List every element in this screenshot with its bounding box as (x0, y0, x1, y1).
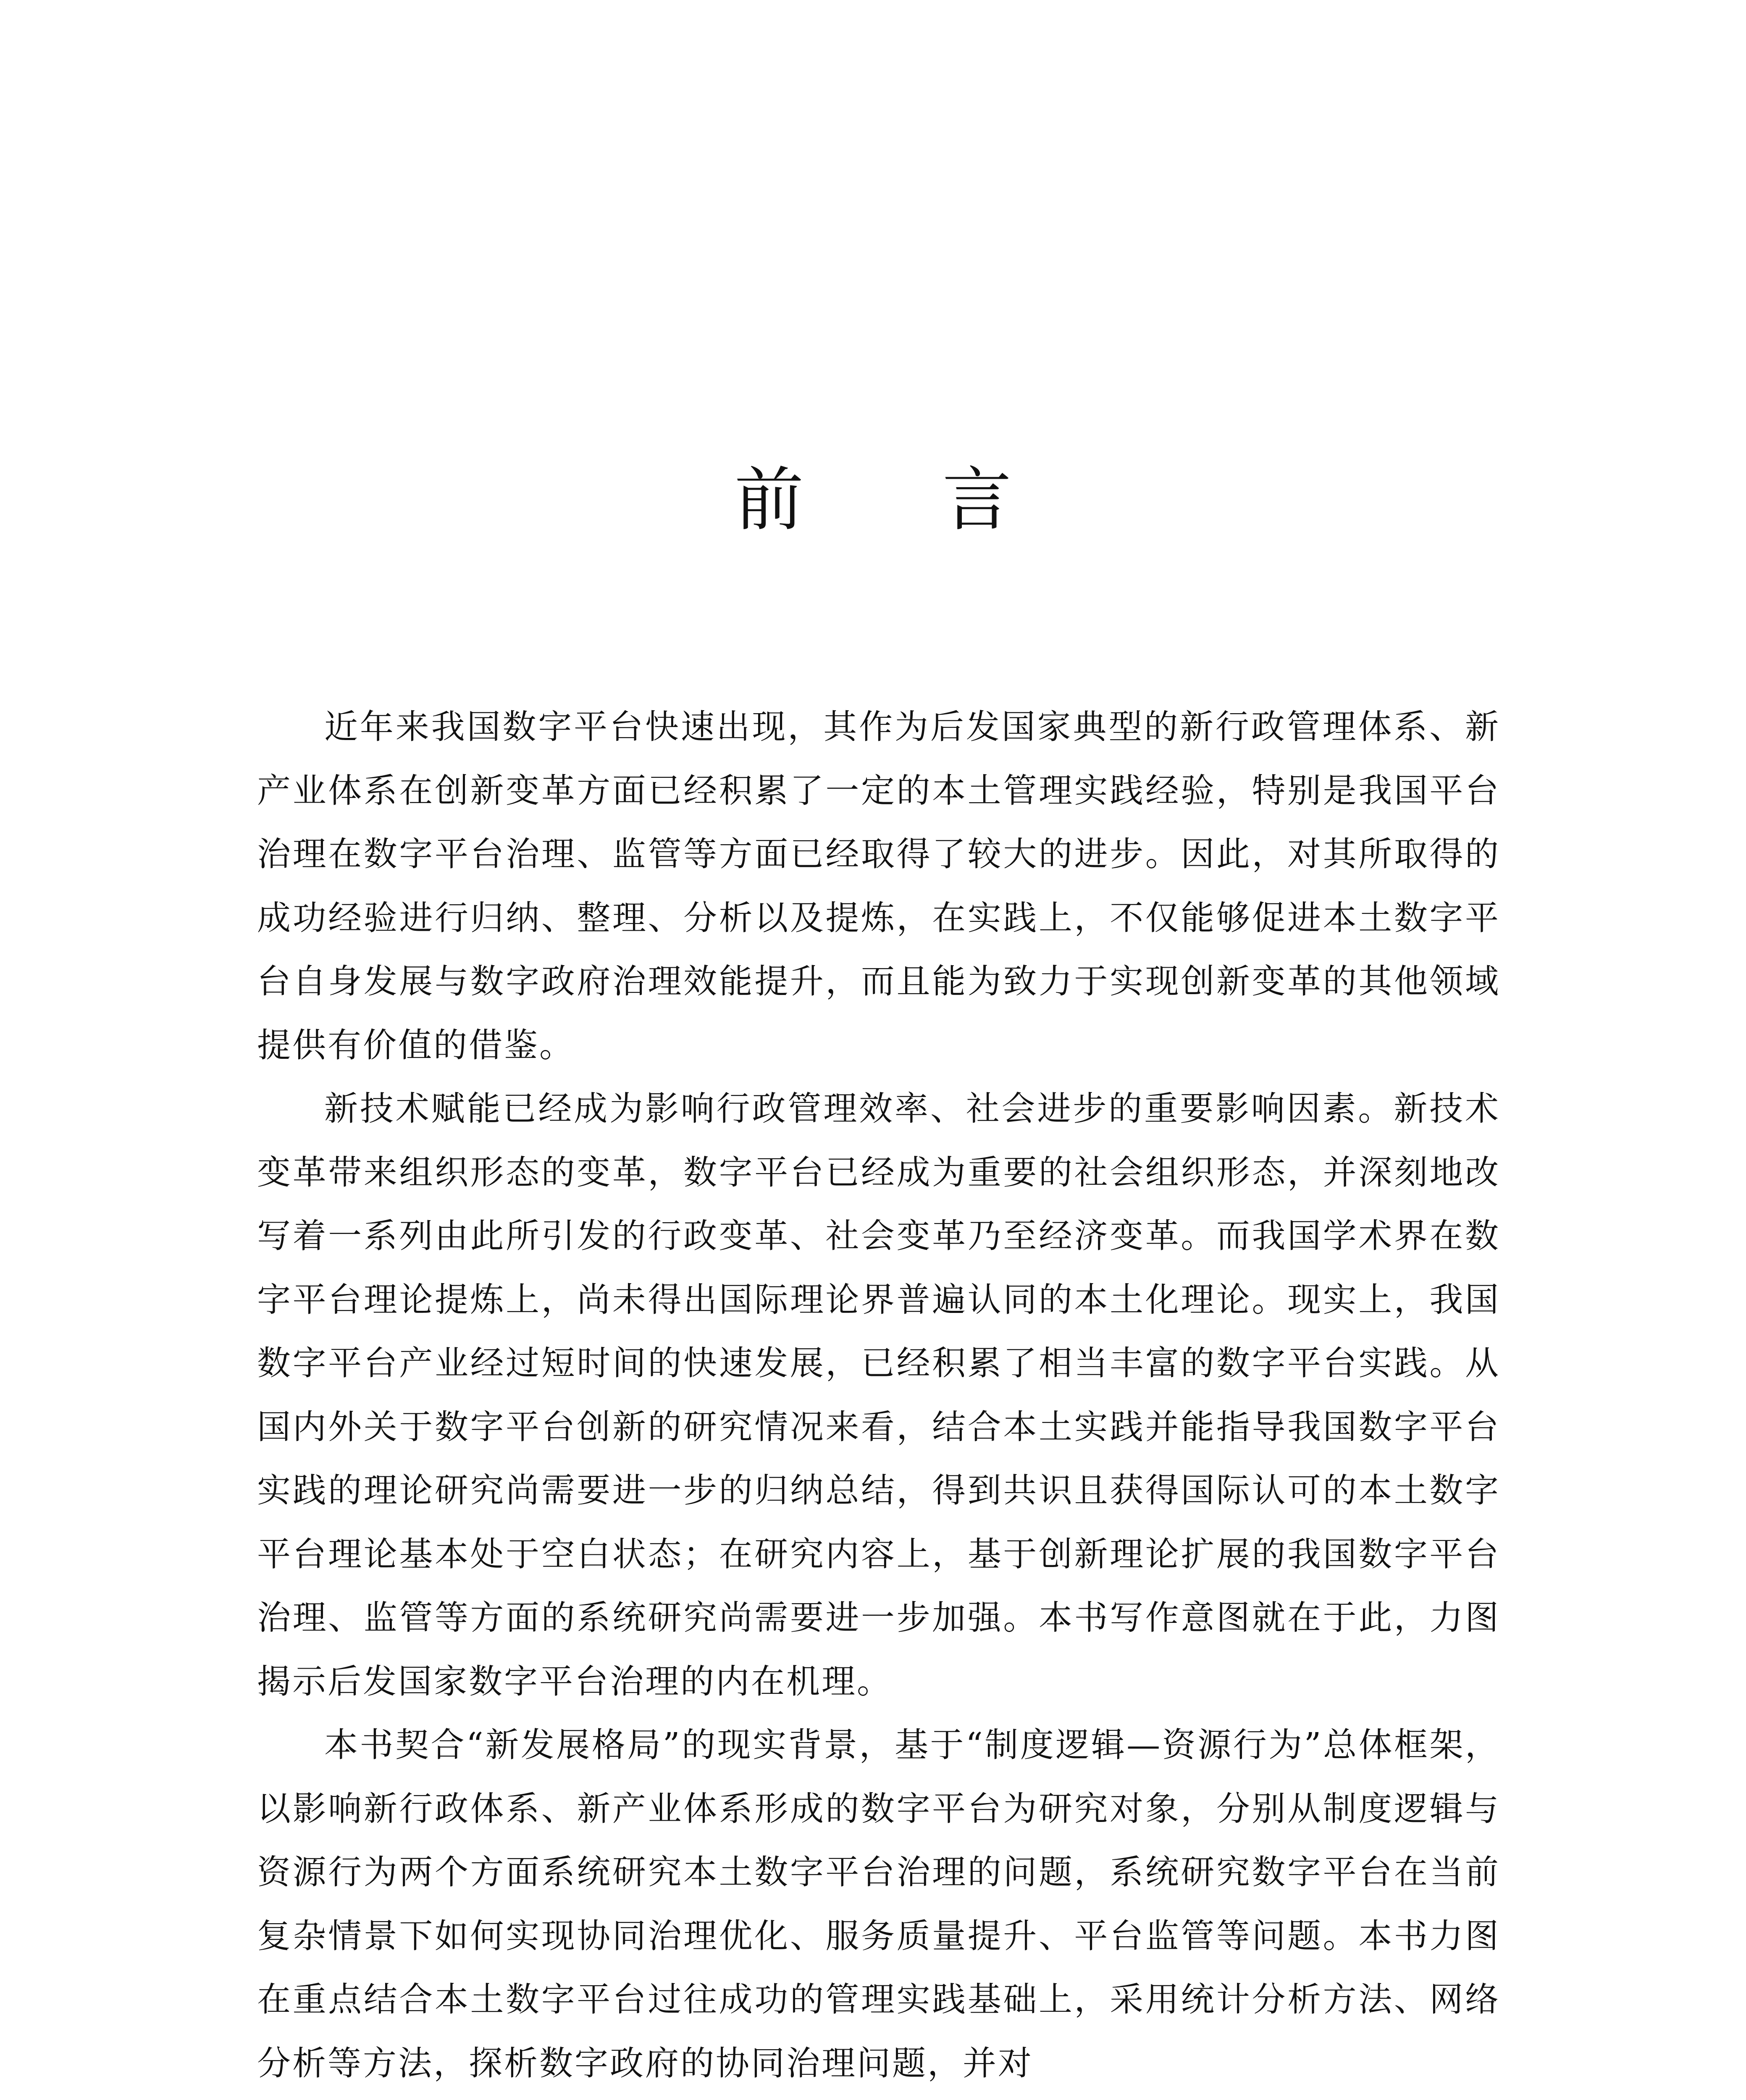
paragraph-3: 本书契合“新发展格局”的现实背景，基于“制度逻辑—资源行为”总体框架，以影响新行政体系、新产业体系形成的数字平台为研究对象，分别从制度逻辑与资源行为两个方面系统研究本土数字平台治理的问题，系统研究数字平台在当前复杂情景下如何实现协同治理优化、服务质量提升、平台监管等问题。本书力图在重点结合本土数字平台过往成功的管理实践基础上，采用统计分析方法、网络分析等方法，探析数字政府的协同治理问题，并对 (257, 1725, 1500, 2083)
preface-body (257, 695, 1500, 2095)
page-title: 前言 (734, 459, 1150, 540)
paragraph-2: 新技术赋能已经成为影响行政管理效率、社会进步的重要影响因素。新技术变革带来组织形态的变革，数字平台已经成为重要的社会组织形态，并深刻地改写着一系列由此所引发的行政变革、社会变革乃至经济变革。而我国学术界在数字平台理论提炼上，尚未得出国际理论界普遍认同的本土化理论。现实上，我国数字平台产业经过短时间的快速发展，已经积累了相当丰富的数字平台实践。从国内外关于数字平台创新的研究情况来看，结合本土实践并能指导我国数字平台实践的理论研究尚需要进一步的归纳总结，得到共识且获得国际认可的本土数字平台理论基本处于空白状态；在研究内容上，基于创新理论扩展的我国数字平台治理、监管等方面的系统研究尚需要进一步加强。本书写作意图就在于此，力图揭示后发国家数字平台治理的内在机理。 (257, 1089, 1500, 1701)
paragraph-1: 近年来我国数字平台快速出现，其作为后发国家典型的新行政管理体系、新产业体系在创新变革方面已经积累了一定的本土管理实践经验，特别是我国平台治理在数字平台治理、监管等方面已经取得了较大的进步。因此，对其所取得的成功经验进行归纳、整理、分析以及提炼，在实践上，不仅能够促进本土数字平台自身发展与数字政府治理效能提升，而且能为致力于实现创新变革的其他领域提供有价值的借鉴。 (257, 707, 1500, 1065)
